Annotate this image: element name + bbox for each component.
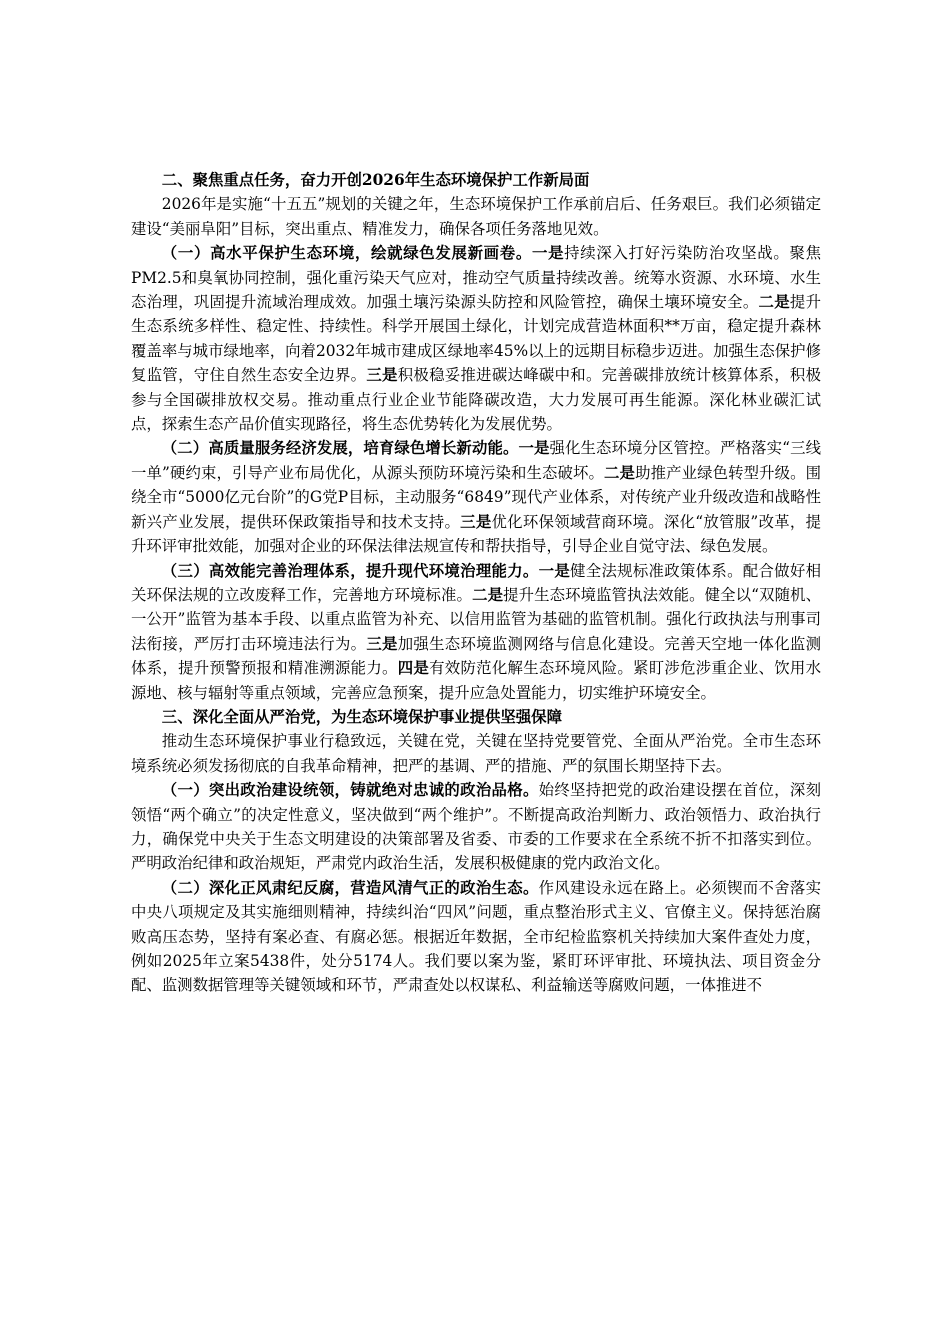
ordinal-marker: 一是 (538, 561, 571, 580)
ordinal-marker: 三是 (366, 366, 398, 385)
paragraph-text: 积极稳妥推进碳达峰碳中和。完善碳排放统计核算体系，积极参与全国碳排放权交易。推动重点行业企业节能降碳改造，大力发展可再生能源。深化林业碳汇试点，探索生态产品价值实现路径，将生态优势转化为发展优势。 (131, 366, 821, 434)
paragraph-lead: （三）高效能完善治理体系，提升现代环境治理能力。 (161, 561, 539, 580)
ordinal-marker: 三是 (366, 634, 398, 653)
paragraph-lead: （二）高质量服务经济发展，培育绿色增长新动能。 (161, 439, 519, 458)
ordinal-marker: 二是 (472, 585, 504, 604)
paragraph-lead: （一）突出政治建设统领，铸就绝对忠诚的政治品格。 (161, 781, 539, 800)
section-intro-3: 推动生态环境保护事业行稳致远，关键在党，关键在坚持党要管党、全面从严治党。全市生态环境系统必须发扬彻底的自我革命精神，把严的基调、严的措施、严的氛围长期坚持下去。 (131, 732, 821, 775)
paragraph-2-3 (131, 559, 821, 705)
paragraph-text: 强化生态环境分区管控。严格落实“三线一单”硬约束，引导产业布局优化，从源头预防环境污染和生态破坏。 (131, 439, 821, 482)
paragraph-text: 提升生态环境监管执法效能。健全以“双随机、一公开”监管为基本手段、以重点监管为补充、以信用监管为基础的监管机制。强化行政执法与刑事司法衔接，严厉打击环境违法行为。 (131, 585, 821, 653)
ordinal-marker: 四是 (397, 659, 430, 678)
document-body (131, 168, 821, 998)
paragraph-text: 优化环保领域营商环境。深化“放管服”改革，提升环评审批效能，加强对企业的环保法律法规宣传和帮扶指导，引导企业自觉守法、绿色发展。 (131, 512, 821, 556)
paragraph-lead: （一）高水平保护生态环境，绘就绿色发展新画卷。 (161, 244, 532, 263)
paragraph-text: 助推产业绿色转型升级。围绕全市“5000亿元台阶”的G党P目标，主动服务“6849”现代产业体系，对传统产业升级改造和战略性新兴产业发展，提供环保政策指导和技术支持。 (131, 463, 821, 531)
paragraph-3-2 (131, 876, 821, 998)
paragraph-text: 作风建设永远在路上。必须锲而不舍落实中央八项规定及其实施细则精神，持续纠治“四风”问题，重点整治形式主义、官僚主义。保持惩治腐败高压态势，坚持有案必查、有腐必惩。根据近年数据，全市纪检监察机关持续加大案件查处力度，例如2025年立案5438件，处分5174人。我们要以案为鉴，紧盯环评审批、环境执法、项目资金分配、监测数据管理等关键领域和环节，严肃查处以权谋私、利益输送等腐败问题，一体推进不 (131, 878, 821, 995)
section-heading-2: 二、聚焦重点任务，奋力开创2026年生态环境保护工作新局面 (161, 171, 590, 189)
paragraph-text: 提升生态系统多样性、稳定性、持续性。科学开展国土绿化，计划完成营造林面积**万亩，稳定提升森林覆盖率与城市绿地率，向着2032年城市建成区绿地率45%以上的远期目标稳步迈进。加强生态保护修复监管，守住自然生态安全边界。 (131, 293, 821, 385)
section-heading-3: 三、深化全面从严治党，为生态环境保护事业提供坚强保障 (161, 707, 562, 726)
section-intro-2: 2026年是实施“十五五”规划的关键之年，生态环境保护工作承前启后、任务艰巨。我们必须锚定建设“美丽阜阳”目标，突出重点、精准发力，确保各项任务落地见效。 (131, 195, 821, 238)
paragraph-2-2 (131, 436, 821, 558)
ordinal-marker: 一是 (531, 244, 565, 263)
paragraph-text: 始终坚持把党的政治建设摆在首位，深刻领悟“两个确立”的决定性意义，坚决做到“两个维护”。不断提高政治判断力、政治领悟力、政治执行力，确保党中央关于生态文明建设的决策部署及省委、市委的工作要求在全系统不折不扣落实到位。严明政治纪律和政治规矩，严肃党内政治生活，发展积极健康的党内政治文化。 (131, 781, 821, 873)
paragraph-text: 加强生态环境监测网络与信息化建设。完善天空地一体化监测体系，提升预警预报和精准溯源能力。 (131, 634, 821, 678)
ordinal-marker: 二是 (604, 463, 636, 482)
paragraph-text: 健全法规标准政策体系。配合做好相关环保法规的立改废释工作，完善地方环境标准。 (131, 561, 821, 604)
ordinal-marker: 一是 (518, 439, 550, 458)
paragraph-3-1 (131, 778, 821, 876)
ordinal-marker: 三是 (460, 512, 492, 531)
paragraph-2-1 (131, 241, 821, 436)
paragraph-text: 有效防范化解生态环境风险。紧盯涉危涉重企业、饮用水源地、核与辐射等重点领域，完善应急预案，提升应急处置能力，切实维护环境安全。 (131, 659, 821, 702)
ordinal-marker: 二是 (758, 293, 790, 312)
paragraph-text: 持续深入打好污染防治攻坚战。聚焦PM2.5和臭氧协同控制，强化重污染天气应对，推动空气质量持续改善。统筹水资源、水环境、水生态治理，巩固提升流域治理成效。加强土壤污染源头防控和风险管控，确保土壤环境安全。 (131, 244, 821, 312)
paragraph-lead: （二）深化正风肃纪反腐，营造风清气正的政治生态。 (161, 878, 539, 897)
